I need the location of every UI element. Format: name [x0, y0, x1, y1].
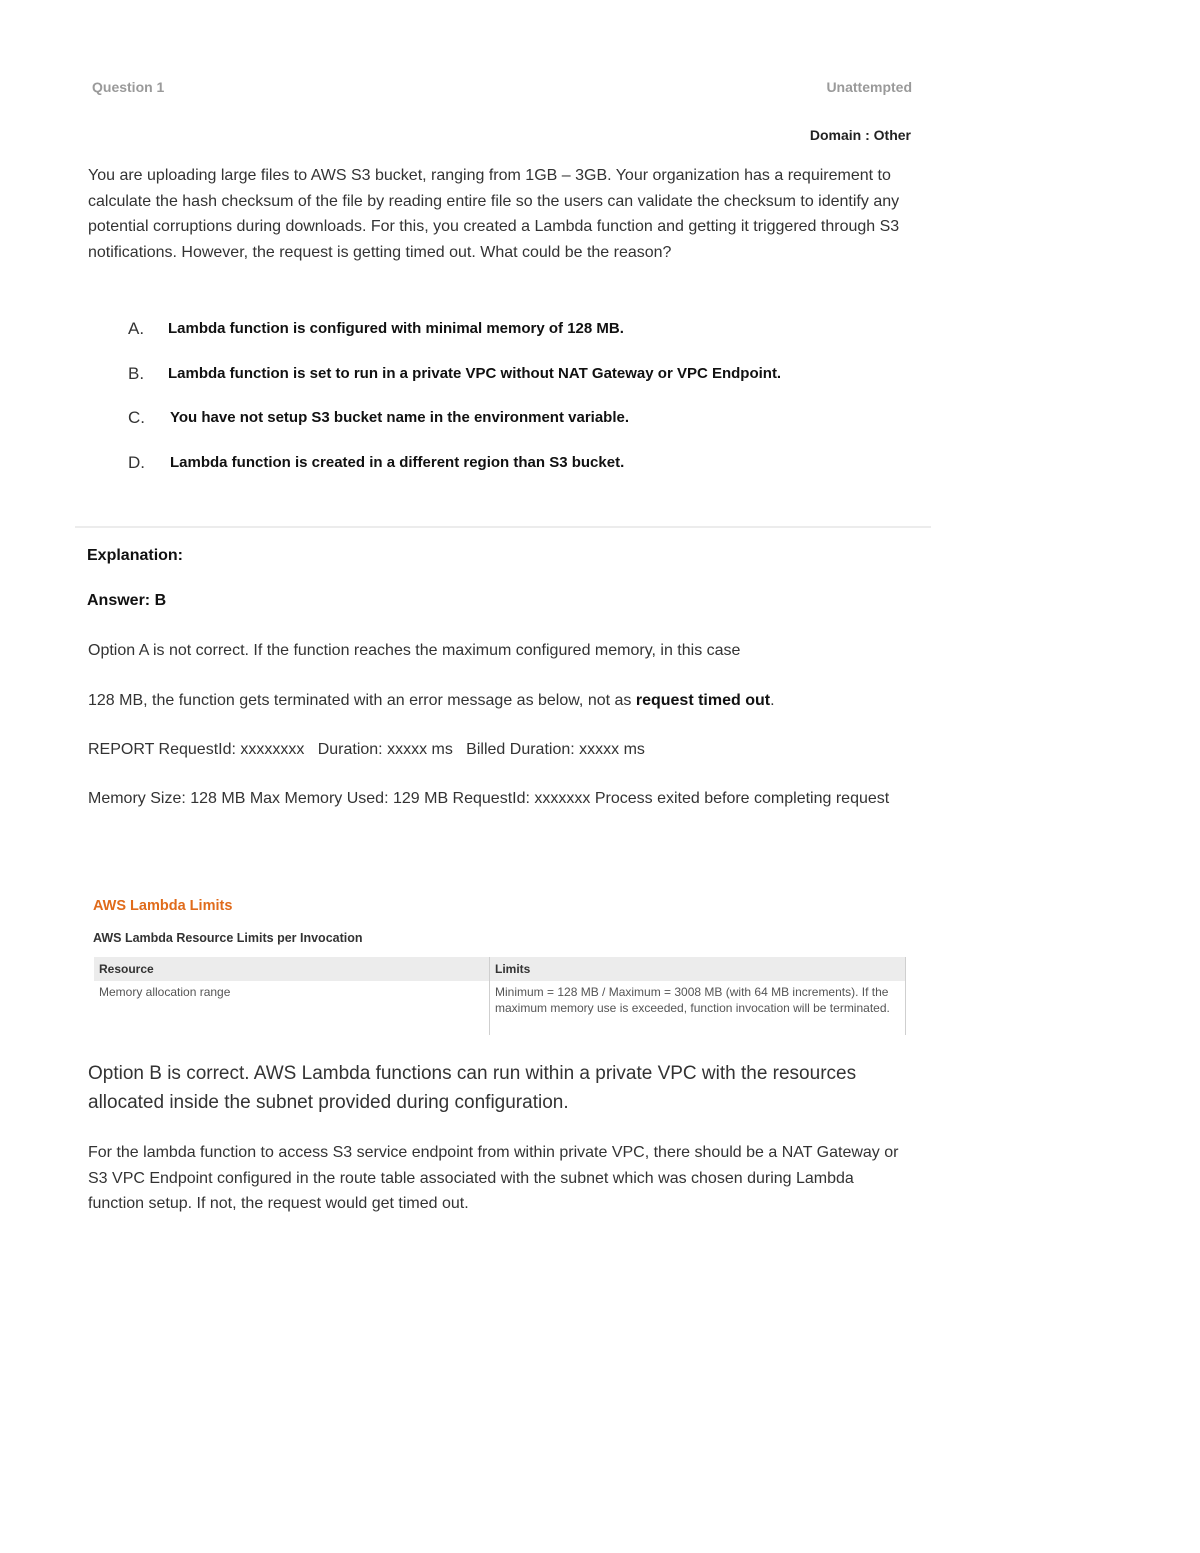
option-letter: C.	[128, 408, 145, 428]
question-header	[92, 79, 912, 99]
option-letter: B.	[128, 363, 145, 383]
limits-subtitle: AWS Lambda Resource Limits per Invocation	[93, 931, 363, 945]
answer-label: Answer: B	[87, 592, 167, 609]
explanation-title: Explanation:	[87, 547, 184, 564]
explanation-paragraph-2	[88, 688, 914, 714]
option-text: Lambda function is created in a different region than S3 bucket.	[170, 453, 625, 471]
column-header: Resource	[94, 957, 490, 981]
explanation-paragraph-1: Option A is not correct. If the function reaches the maximum configured memory, in this case	[88, 642, 741, 659]
question-domain: Domain : Other	[809, 127, 911, 143]
section-divider	[75, 526, 931, 528]
option-letter: D.	[128, 452, 145, 472]
paragraph-text: 128 MB, the function gets terminated with an error message as below, not as	[88, 692, 636, 709]
table-cell: Memory allocation range	[99, 985, 231, 999]
limits-title: AWS Lambda Limits	[93, 898, 233, 914]
option-d[interactable]	[128, 452, 908, 497]
option-a[interactable]	[128, 318, 908, 363]
answer-options	[128, 318, 908, 496]
paragraph-text: .	[770, 692, 775, 709]
question-text: You are uploading large files to AWS S3 bucket, ranging from 1GB – 3GB. Your organization has a requirement to calculate the hash checksum of the file by reading entire file so the users can validate the checksum to identify any potential corruptions during downloads. For this, you created a Lambda function and getting it triggered through S3 notifications. However, the request is getting timed out. What could be the reason?	[88, 167, 900, 261]
emphasis-text: request timed out	[635, 692, 771, 709]
table-row	[94, 981, 906, 1035]
lambda-limits-image	[92, 893, 906, 1035]
memory-line: Memory Size: 128 MB Max Memory Used: 129 MB RequestId: xxxxxxx Process exited before completing request	[88, 790, 890, 807]
option-text: Lambda function is configured with minimal memory of 128 MB.	[168, 320, 624, 337]
table-cell: Minimum = 128 MB / Maximum = 3008 MB (with 64 MB increments). If the maximum memory use is exceeded, function invocation will be terminated.	[490, 981, 906, 1035]
report-line: REPORT RequestId: xxxxxxxx Duration: xxxxx ms Billed Duration: xxxxx ms	[88, 741, 645, 758]
option-text: You have not setup S3 bucket name in the environment variable.	[170, 409, 630, 427]
limits-table	[94, 957, 906, 1035]
explanation-paragraph-6: For the lambda function to access S3 service endpoint from within private VPC, there should be a NAT Gateway or S3 VPC Endpoint configured in the route table associated with the subnet which was chosen during Lambda function setup. If not, the request would get timed out.	[88, 1144, 899, 1212]
question-number: Question 1	[92, 79, 165, 95]
question-status: Unattempted	[826, 79, 912, 95]
option-text: Lambda function is set to run in a private VPC without NAT Gateway or VPC Endpoint.	[168, 364, 782, 382]
option-b[interactable]	[128, 363, 908, 408]
column-header: Limits	[490, 957, 906, 981]
explanation-paragraph-5: Option B is correct. AWS Lambda functions can run within a private VPC with the resources allocated inside the subnet provided during configuration.	[88, 1063, 857, 1113]
option-c[interactable]	[128, 407, 908, 452]
table-header-row	[94, 957, 906, 981]
option-letter: A.	[128, 319, 145, 338]
